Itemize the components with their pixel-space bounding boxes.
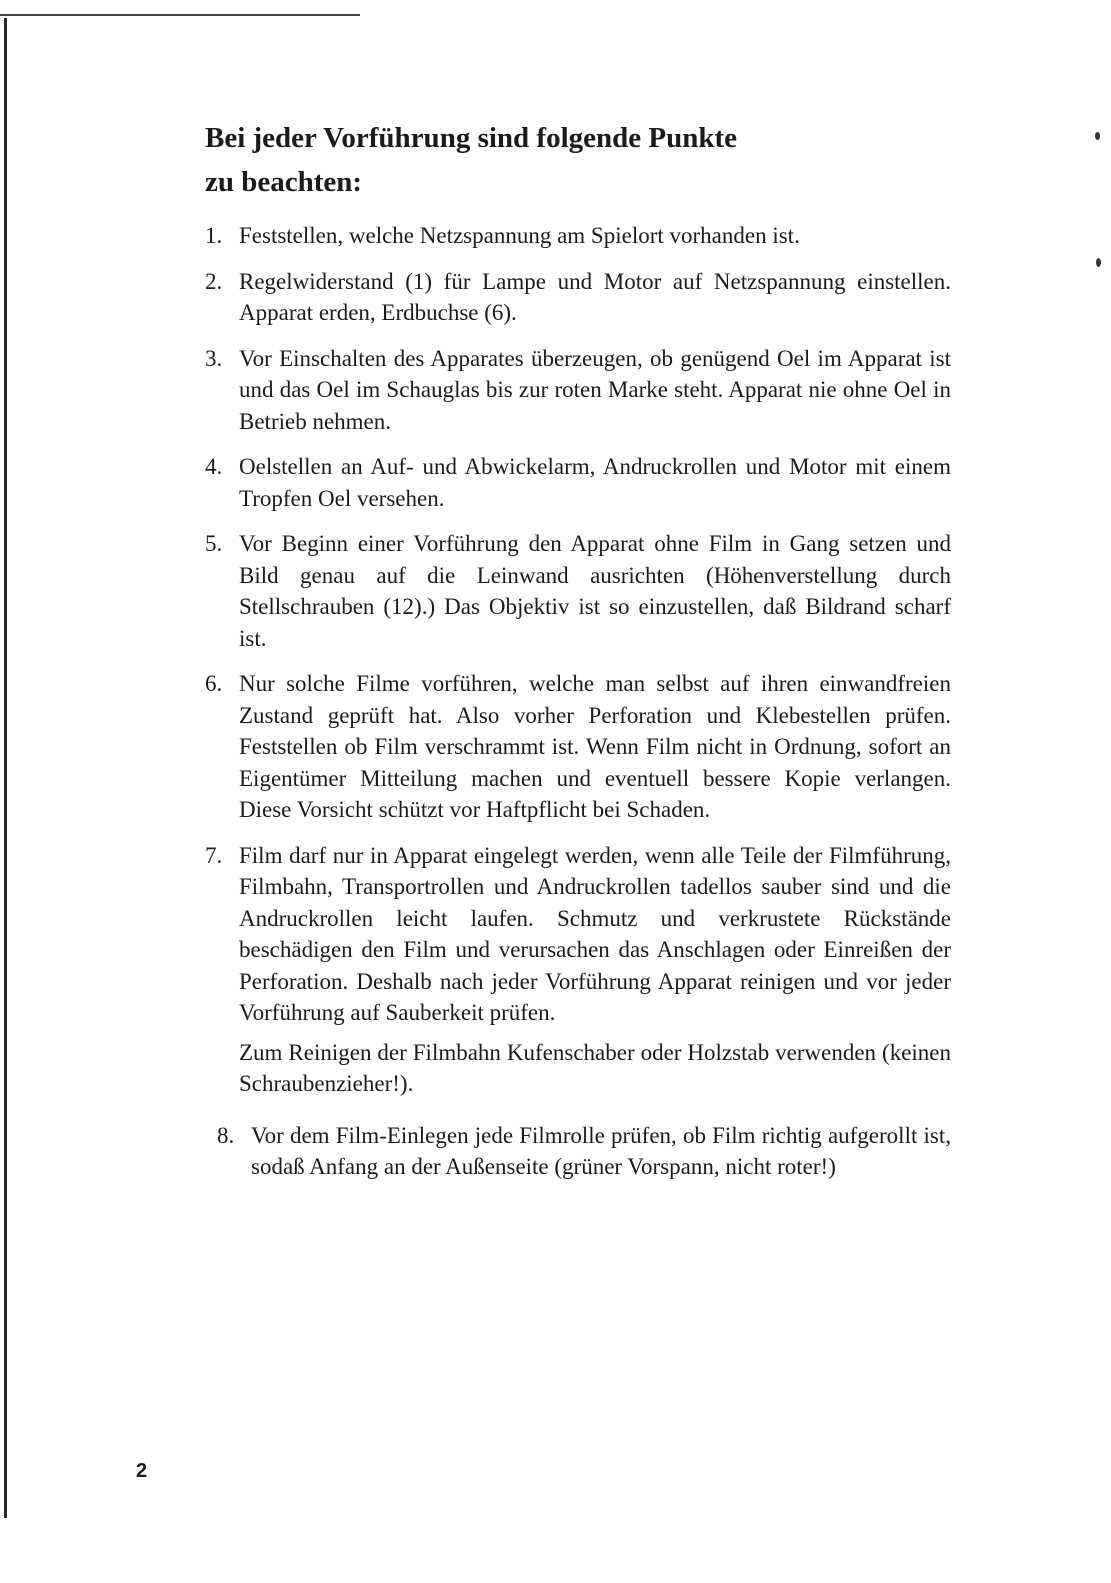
- list-item: [205, 840, 951, 1100]
- item-text: Vor dem Film-Einlegen jede Filmrolle prüfen, ob Film richtig aufgerollt ist, sodaß Anfang an der Außenseite (grüner Vorspann, nicht roter!): [251, 1122, 951, 1179]
- item-text: Nur solche Filme vorführen, welche man selbst auf ihren einwandfreien Zustand geprüft hat. Also vorher Perforation und Klebestellen prüfen. Feststellen ob Film verschrammt ist. Wenn Film nicht in Ordnung, sofort an Eigentümer Mitteilung machen und eventuell bessere Kopie verlangen. Diese Vorsicht schützt vor Haftpflicht bei Schaden.: [239, 671, 951, 822]
- instruction-list: [205, 220, 951, 1197]
- scan-edge-top: [0, 14, 360, 16]
- item-number: 8.: [217, 1122, 235, 1148]
- page-heading: [205, 116, 905, 204]
- page-number: 2: [136, 1460, 148, 1482]
- item-number: 7.: [205, 842, 223, 868]
- item-number: 1.: [205, 223, 223, 248]
- heading-line-1: Bei jeder Vorführung sind folgende Punkte: [205, 122, 738, 154]
- item-text: Vor Beginn einer Vorführung den Apparat ohne Film in Gang setzen und Bild genau auf die Leinwand ausrichten (Höhenverstellung durch Stellschrauben (12).) Das Objektiv ist so einzustellen, daß Bildrand scharf ist.: [239, 531, 951, 651]
- list-item: [217, 1120, 951, 1183]
- item-number: 3.: [205, 345, 223, 371]
- item-number: 5.: [205, 531, 223, 556]
- list-item: [205, 220, 951, 252]
- heading-line-2: zu beachten:: [205, 166, 363, 198]
- list-item: [205, 668, 951, 826]
- list-item: [205, 451, 951, 514]
- scan-speck: [1096, 258, 1101, 267]
- item-text: Vor Einschalten des Apparates überzeugen, ob genügend Oel im Apparat ist und das Oel im Schauglas bis zur roten Marke steht. Apparat nie ohne Oel in Betrieb nehmen.: [239, 345, 951, 434]
- item-number: 2.: [205, 268, 223, 294]
- scan-speck: [1095, 132, 1100, 140]
- item-text: Regelwiderstand (1) für Lampe und Motor auf Netzspannung einstellen. Apparat erden, Erdbuchse (6).: [239, 268, 951, 325]
- item-text: Film darf nur in Apparat eingelegt werden, wenn alle Teile der Filmführung, Filmbahn, Transportrollen und Andruckrollen tadellos sauber sind und die Andruckrollen leicht laufen. Schmutz und verkrustete Rückstände beschädigen den Film und verursachen das Anschlagen oder Einreißen der Perforation. Deshalb nach jeder Vorführung Apparat reinigen und vor jeder Vorführung auf Sauberkeit prüfen.: [239, 842, 951, 1025]
- list-item: [205, 528, 951, 654]
- item-subtext: Zum Reinigen der Filmbahn Kufenschaber oder Holzstab verwenden (keinen Schraubenzieher!).: [239, 1039, 951, 1096]
- scan-edge: [4, 18, 7, 1518]
- item-text: Oelstellen an Auf- und Abwickelarm, Andruckrollen und Motor mit einem Tropfen Oel versehen.: [239, 454, 951, 511]
- list-item: [205, 266, 951, 329]
- item-text: Feststellen, welche Netzspannung am Spielort vorhanden ist.: [239, 223, 800, 248]
- list-item: [205, 343, 951, 438]
- item-number: 6.: [205, 671, 223, 696]
- item-number: 4.: [205, 454, 223, 479]
